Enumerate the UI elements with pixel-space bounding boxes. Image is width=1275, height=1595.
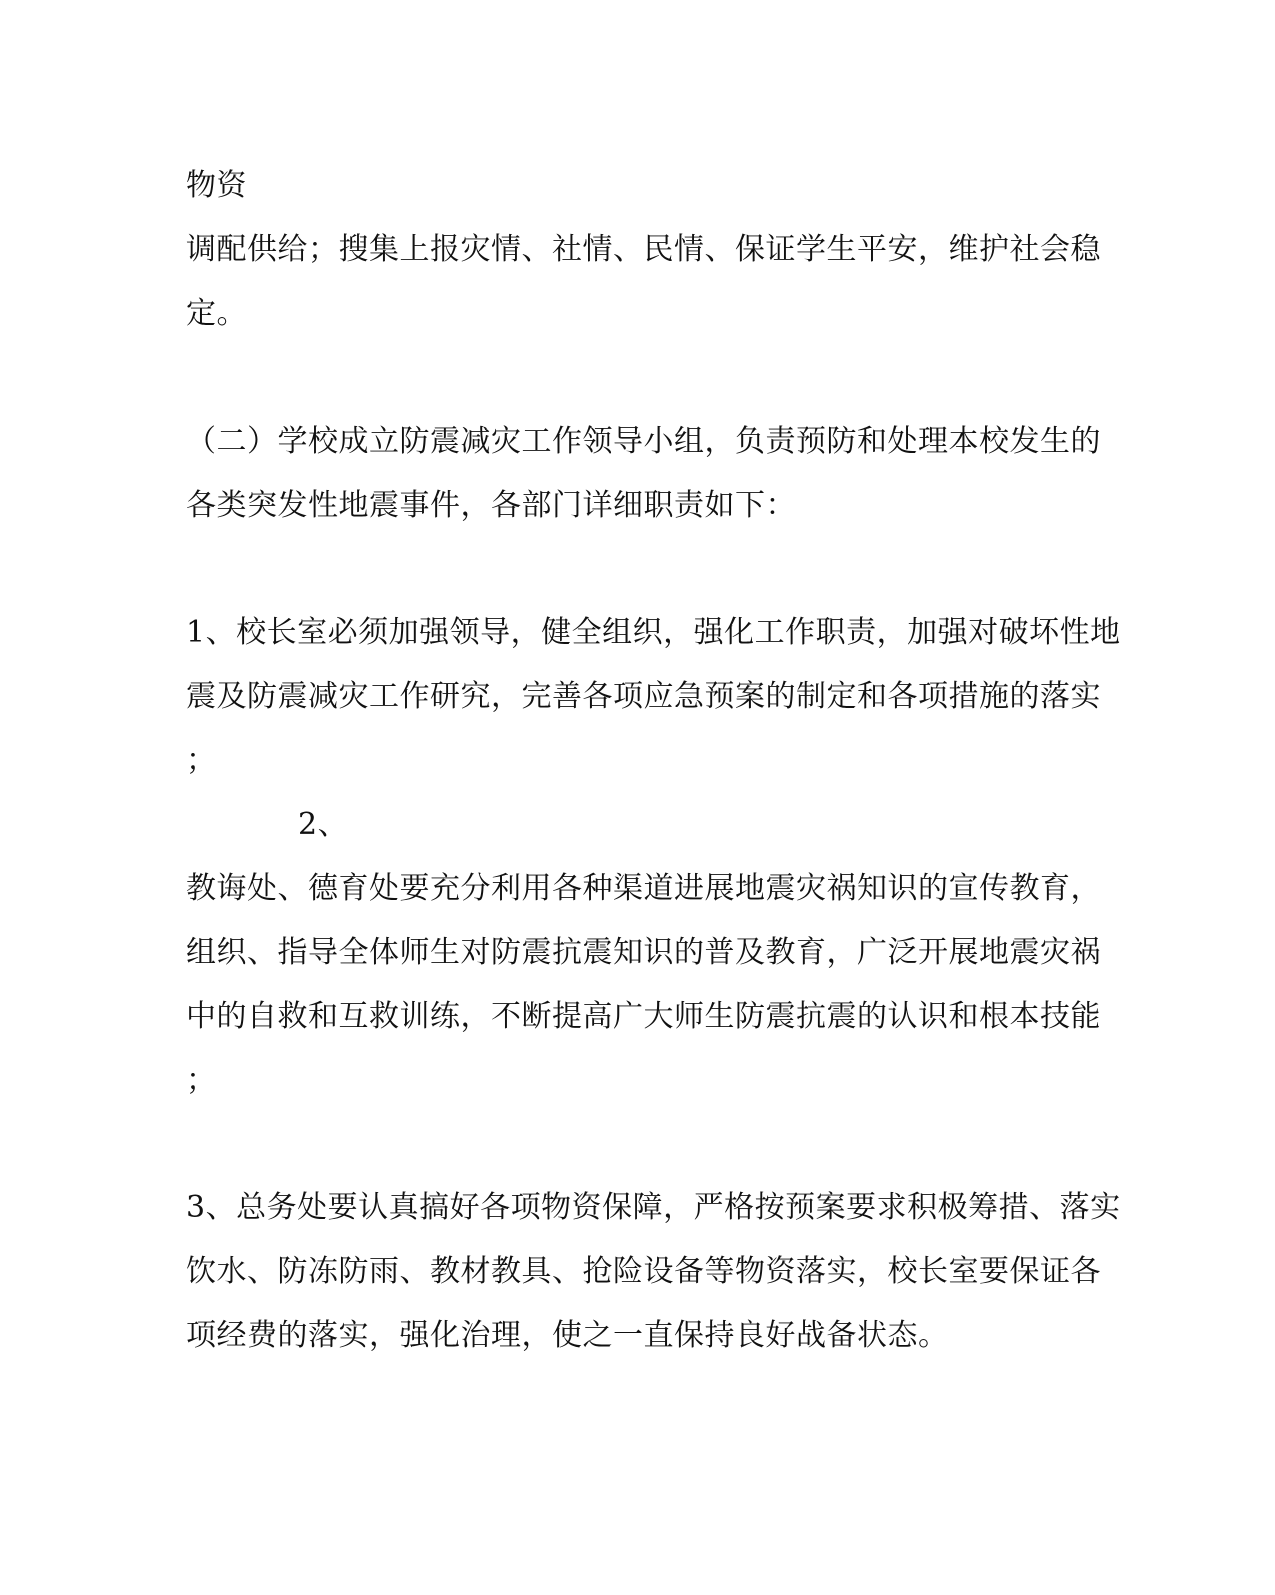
text-line: 调配供给；搜集上报灾情、社情、民情、保证学生平安，维护社会稳 (186, 232, 1101, 267)
text-line: 物资 (186, 168, 247, 203)
text-line: （二）学校成立防震减灾工作领导小组，负责预防和处理本校发生的 (186, 424, 1101, 459)
text-line: 组织、指导全体师生对防震抗震知识的普及教育，广泛开展地震灾祸 (186, 935, 1101, 970)
text-line: 定。 (186, 296, 247, 331)
text-line: 各类突发性地震事件，各部门详细职责如下： (186, 488, 796, 523)
text-line: ； (186, 1063, 217, 1098)
text-line: 教诲处、德育处要充分利用各种渠道进展地震灾祸知识的宣传教育， (186, 871, 1101, 906)
text-line: 2、 (298, 807, 349, 842)
text-line: 1、校长室必须加强领导，健全组织，强化工作职责，加强对破坏性地 (186, 615, 1121, 650)
text-line: 项经费的落实，强化治理，使之一直保持良好战备状态。 (186, 1318, 949, 1353)
text-line: 中的自救和互救训练，不断提高广大师生防震抗震的认识和根本技能 (186, 999, 1101, 1034)
text-line: 震及防震减灾工作研究，完善各项应急预案的制定和各项措施的落实 (186, 679, 1101, 714)
text-line: 3、总务处要认真搞好各项物资保障，严格按预案要求积极筹措、落实 (186, 1190, 1121, 1225)
text-line: 饮水、防冻防雨、教材教具、抢险设备等物资落实，校长室要保证各 (186, 1254, 1101, 1289)
text-line: ； (186, 743, 217, 778)
